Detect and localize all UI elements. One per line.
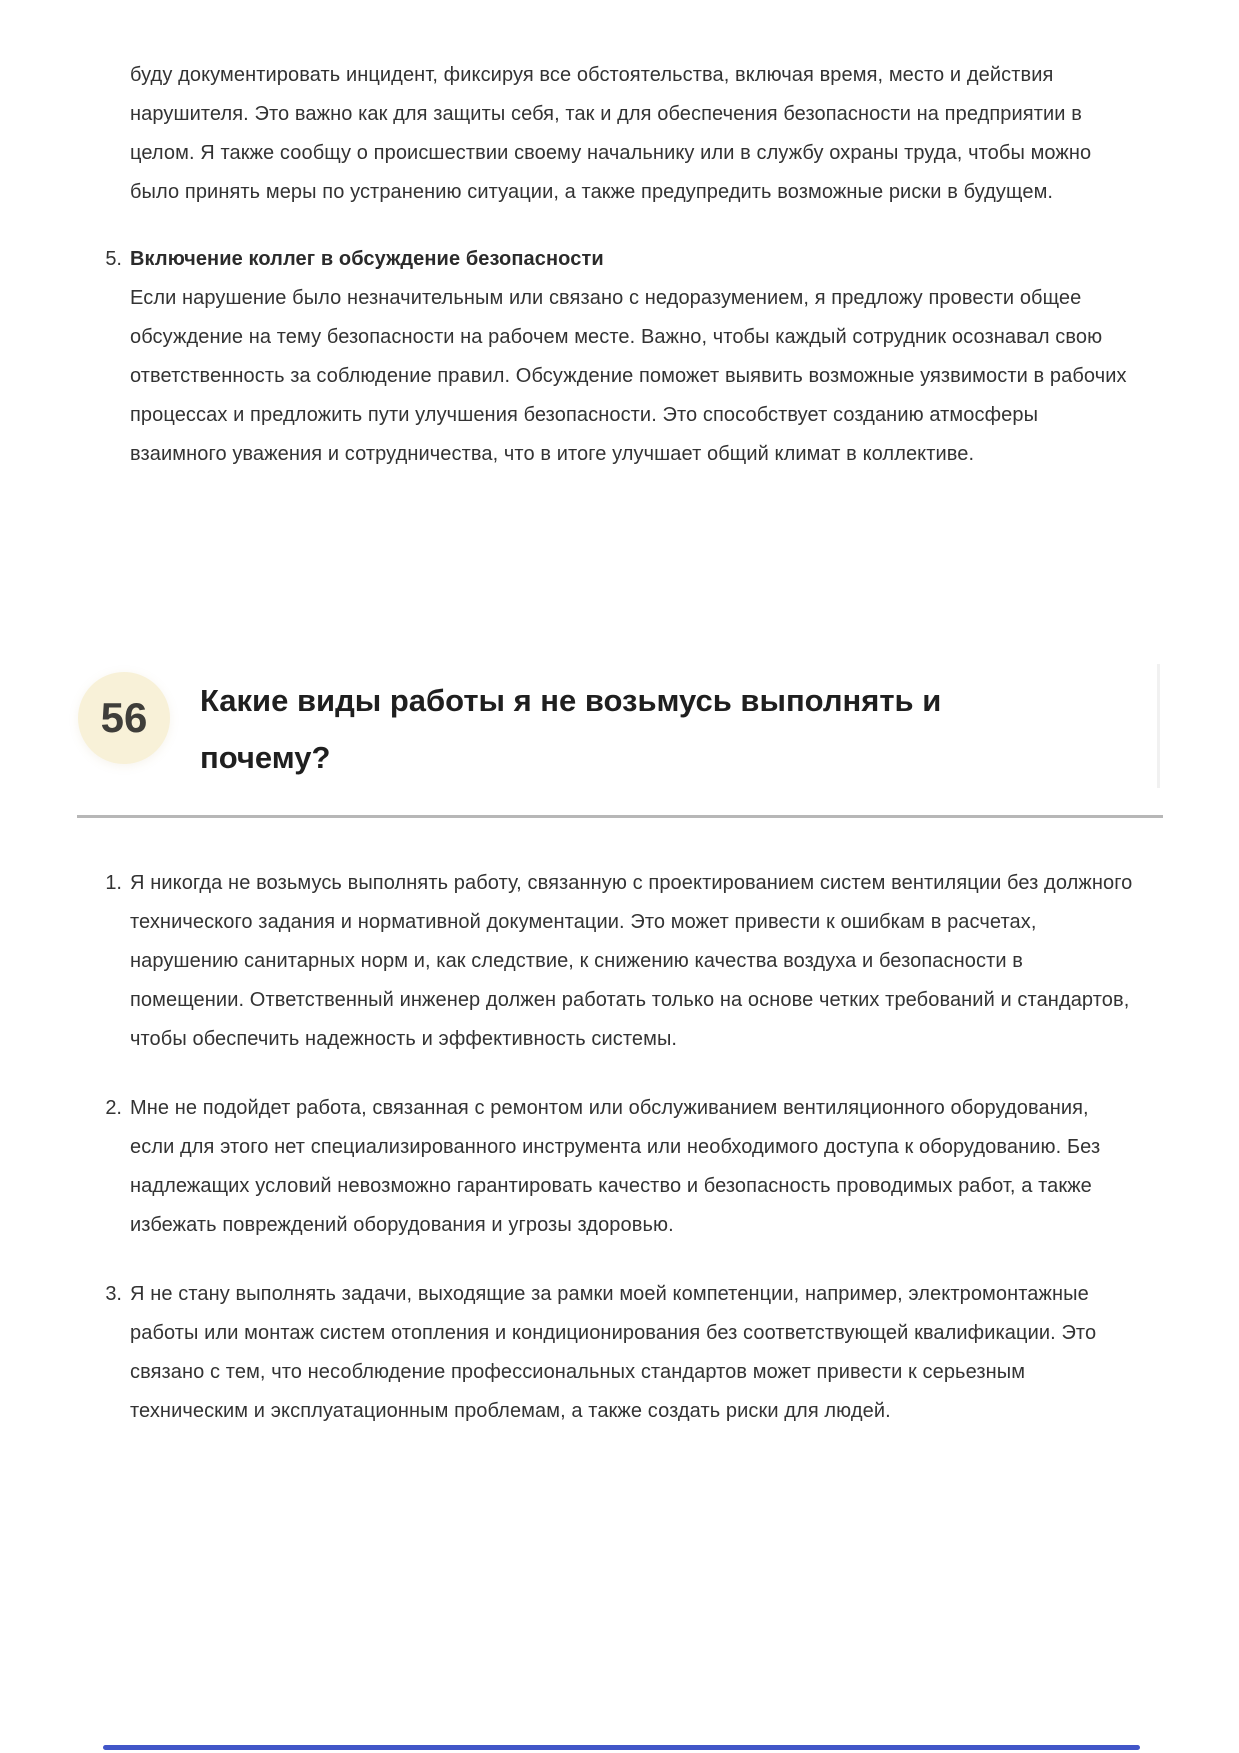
question-title: Какие виды работы я не возьмусь выполнять и почему? xyxy=(200,683,942,775)
answer-item-3-marker: 3. xyxy=(105,1282,122,1305)
section-divider xyxy=(77,815,1163,818)
right-rule-decoration xyxy=(1157,664,1160,788)
continuation-paragraph: буду документировать инцидент, фиксируя все обстоятельства, включая время, место и действия нарушителя. Это важно как для защиты себя, так и для обеспечения безопасности на предприятии в целом. Я также сообщу о происшествии своему начальнику или в службу охраны труда, чтобы можно было принять меры по устранению ситуации, а также предупредить возможные риски в будущем. xyxy=(130,64,1092,203)
answer-item-1-text: Я никогда не возьмусь выполнять работу, связанную с проектированием систем вентиляции без должного технического задания и нормативной документации. Это может привести к ошибкам в расчетах, нарушению санитарных норм и, как следствие, к снижению качества воздуха и безопасности в помещении. Ответственный инженер должен работать только на основе четких требований и стандартов, чтобы обеспечить надежность и эффективность системы. xyxy=(130,871,1133,1050)
list-item-5-title: Включение коллег в обсуждение безопасности xyxy=(130,248,604,270)
answer-item-2 xyxy=(75,1089,1164,1245)
answer-item-2-marker: 2. xyxy=(105,1096,122,1119)
answer-item-2-text: Мне не подойдет работа, связанная с ремонтом или обслуживанием вентиляционного оборудования, если для этого нет специализированного инструмента или необходимого доступа к оборудованию. Без надлежащих условий невозможно гарантировать качество и безопасность проводимых работ, а также избежать повреждений оборудования и угрозы здоровью. xyxy=(130,1096,1101,1236)
question-header xyxy=(75,670,1164,807)
answers-list xyxy=(75,864,1164,1431)
answer-item-1 xyxy=(75,864,1164,1059)
list-item-5-body xyxy=(130,240,1138,474)
answer-item-3-text: Я не стану выполнять задачи, выходящие за рамки моей компетенции, например, электромонтажные работы или монтаж систем отопления и кондиционирования без соответствующей квалификации. Это связано с тем, что несоблюдение профессиональных стандартов может привести к серьезным техническим и эксплуатационным проблемам, а также создать риски для людей. xyxy=(130,1282,1097,1422)
list-item-5-text: Если нарушение было незначительным или связано с недоразумением, я предложу провести общее обсуждение на тему безопасности на рабочем месте. Важно, чтобы каждый сотрудник осознавал свою ответственность за соблюдение правил. Обсуждение поможет выявить возможные уязвимости в рабочих процессах и предложить пути улучшения безопасности. Это способствует созданию атмосферы взаимного уважения и сотрудничества, что в итоге улучшает общий климат в коллективе. xyxy=(130,287,1127,465)
question-number-badge: 56 xyxy=(78,672,170,764)
answer-item-3 xyxy=(75,1275,1164,1431)
progress-indicator-bar xyxy=(103,1745,1140,1750)
list-item-5-marker: 5. xyxy=(105,248,122,270)
answer-item-1-marker: 1. xyxy=(105,871,122,894)
list-item-5 xyxy=(75,240,1164,474)
